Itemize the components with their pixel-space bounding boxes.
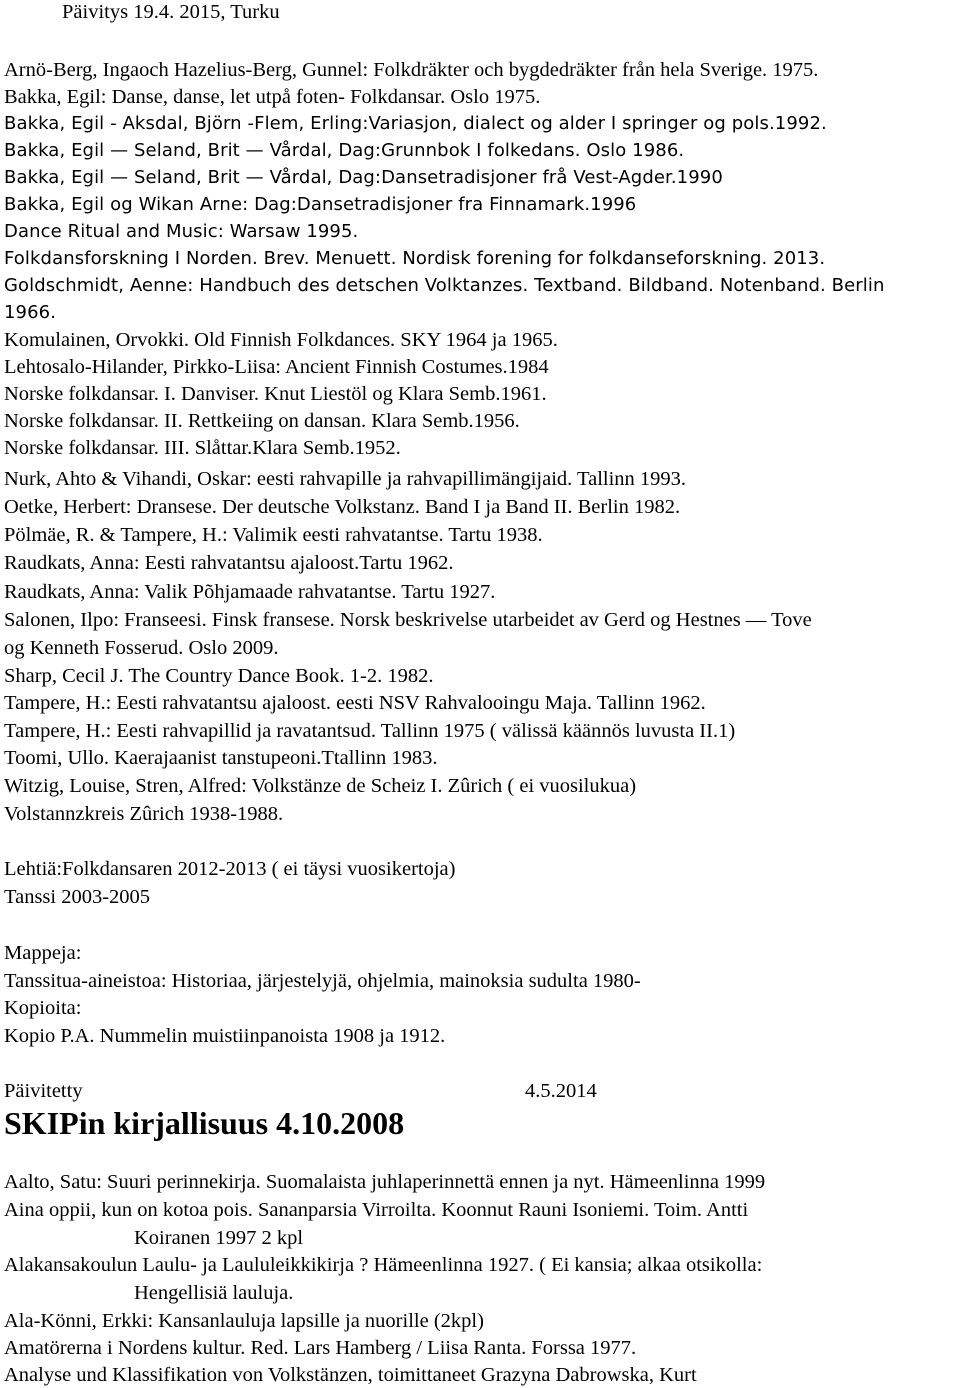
folders-line: Tanssitua-aineistoa: Historiaa, järjestelyjä, ohjelmia, mainoksia sudulta 1980- [4,970,641,992]
reference-line: Bakka, Egil — Seland, Brit — Vårdal, Dag:Dansetradisjoner frå Vest-Agder.1990 [4,167,723,188]
reference-line: Bakka, Egil og Wikan Arne: Dag:Dansetradisjoner fra Finnamark.1996 [4,194,637,215]
reference-line: Hengellisiä lauluja. [134,1282,294,1304]
copies-line: Kopio P.A. Nummelin muistiinpanoista 1908 ja 1912. [4,1025,446,1047]
reference-line: Komulainen, Orvokki. Old Finnish Folkdances. SKY 1964 ja 1965. [4,329,558,351]
reference-line: Oetke, Herbert: Dransese. Der deutsche Volkstanz. Band I ja Band II. Berlin 1982. [4,496,681,518]
reference-line: Arnö-Berg, Ingaoch Hazelius-Berg, Gunnel: Folkdräkter och bygdedräkter från hela Sverige. 1975. [4,59,819,81]
section-title: SKIPin kirjallisuus 4.10.2008 [4,1105,405,1141]
update-note: Päivitys 19.4. 2015, Turku [62,1,280,23]
updated-label: Päivitetty [4,1080,83,1102]
reference-line: Norske folkdansar. I. Danviser. Knut Liestöl og Klara Semb.1961. [4,383,547,405]
reference-line: Bakka, Egil — Seland, Brit — Vårdal, Dag:Grunnbok I folkedans. Oslo 1986. [4,140,685,161]
reference-line: Norske folkdansar. III. Slåttar.Klara Semb.1952. [4,437,401,459]
reference-line: og Kenneth Fosserud. Oslo 2009. [4,637,279,659]
reference-line: Lehtosalo-Hilander, Pirkko-Liisa: Ancient Finnish Costumes.1984 [4,356,549,378]
reference-line: Nurk, Ahto & Vihandi, Oskar: eesti rahvapille ja rahvapillimängijaid. Tallinn 1993. [4,468,687,490]
folders-heading: Mappeja: [4,942,82,964]
copies-heading: Kopioita: [4,997,82,1019]
reference-line: Norske folkdansar. II. Rettkeiing on dansan. Klara Semb.1956. [4,410,520,432]
reference-line: Bakka, Egil - Aksdal, Björn -Flem, Erling:Variasjon, dialect og alder I springer og pols.1992. [4,113,827,134]
reference-line: Toomi, Ullo. Kaerajaanist tanstupeoni.Ttallinn 1983. [4,747,438,769]
reference-line: Tampere, H.: Eesti rahvapillid ja ravatantsud. Tallinn 1975 ( välissä käännös luvusta II.1) [4,720,736,742]
reference-line: 1966. [4,302,57,323]
reference-line: Amatörerna i Nordens kultur. Red. Lars Hamberg / Liisa Ranta. Forssa 1977. [4,1337,637,1359]
periodicals-line: Tanssi 2003-2005 [4,886,151,908]
reference-line: Aalto, Satu: Suuri perinnekirja. Suomalaista juhlaperinnettä ennen ja nyt. Hämeenlinna 1999 [4,1171,766,1193]
reference-line: Folkdansforskning I Norden. Brev. Menuett. Nordisk forening for folkdanseforskning. 2013. [4,248,826,269]
reference-line: Dance Ritual and Music: Warsaw 1995. [4,221,359,242]
reference-line: Raudkats, Anna: Valik Põhjamaade rahvatantse. Tartu 1927. [4,581,496,603]
reference-line: Ala-Könni, Erkki: Kansanlauluja lapsille ja nuorille (2kpl) [4,1310,484,1332]
reference-line: Analyse und Klassifikation von Volkstänzen, toimittaneet Grazyna Dabrowska, Kurt [4,1364,697,1386]
reference-line: Alakansakoulun Laulu- ja Laululeikkikirja ? Hämeenlinna 1927. ( Ei kansia; alkaa otsikolla: [4,1254,763,1276]
reference-line: Tampere, H.: Eesti rahvatantsu ajaloost. eesti NSV Rahvalooingu Maja. Tallinn 1962. [4,692,706,714]
periodicals-line: Lehtiä:Folkdansaren 2012-2013 ( ei täysi vuosikertoja) [4,858,456,880]
reference-line: Raudkats, Anna: Eesti rahvatantsu ajaloost.Tartu 1962. [4,552,454,574]
reference-line: Koiranen 1997 2 kpl [134,1227,304,1249]
reference-line: Volstannzkreis Zûrich 1938-1988. [4,803,284,825]
reference-line: Bakka, Egil: Danse, danse, let utpå foten- Folkdansar. Oslo 1975. [4,86,541,108]
reference-line: Salonen, Ilpo: Franseesi. Finsk fransese. Norsk beskrivelse utarbeidet av Gerd og Hestnes — Tove [4,609,812,631]
reference-line: Sharp, Cecil J. The Country Dance Book. 1-2. 1982. [4,665,434,687]
reference-line: Aina oppii, kun on kotoa pois. Sananparsia Virroilta. Koonnut Rauni Isoniemi. Toim. Antti [4,1199,749,1221]
reference-line: Pölmäe, R. & Tampere, H.: Valimik eesti rahvatantse. Tartu 1938. [4,524,543,546]
reference-line: Witzig, Louise, Stren, Alfred: Volkstänze de Scheiz I. Zûrich ( ei vuosilukua) [4,775,637,797]
reference-line: Goldschmidt, Aenne: Handbuch des detschen Volktanzes. Textband. Bildband. Notenband. Berlin [4,275,885,296]
updated-date: 4.5.2014 [525,1080,597,1102]
